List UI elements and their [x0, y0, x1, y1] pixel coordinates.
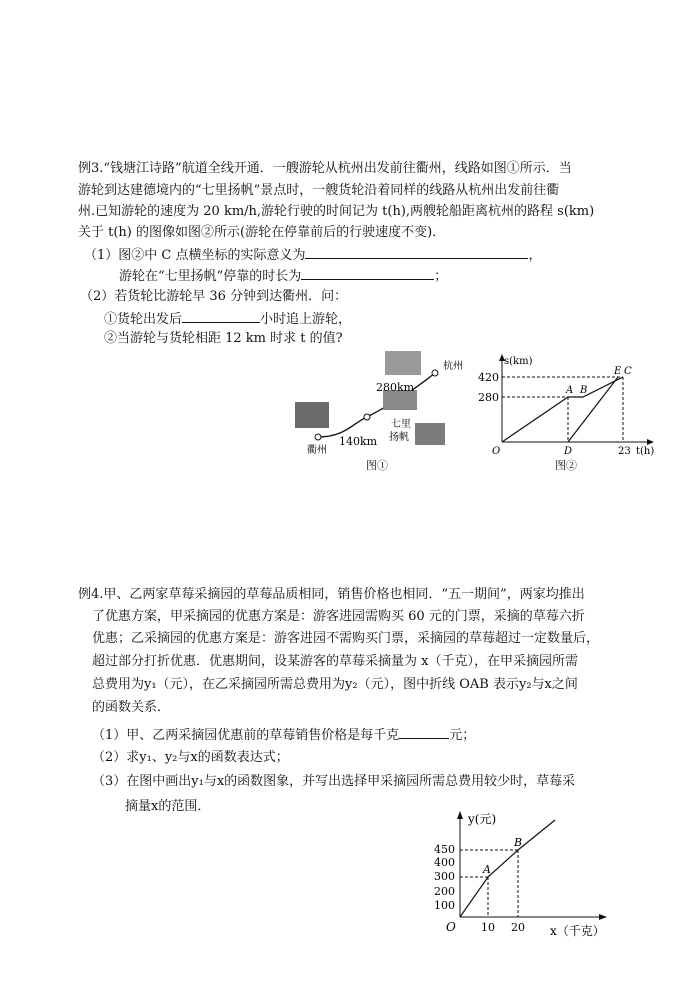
x-axis-label: x（千克）: [550, 924, 605, 938]
answer-blank[interactable]: [305, 244, 528, 259]
x-tick-23: 23: [618, 446, 631, 457]
ex3-question-1a: （1）图②中 C 点横坐标的实际意义为 ，: [84, 244, 542, 266]
ex3-question-1b: 游轮在“七里扬帆”停靠的时长为 ；: [119, 265, 447, 287]
origin-label: O: [492, 446, 501, 457]
line-oab: [460, 820, 555, 917]
x-tick-10: 10: [481, 921, 495, 934]
point-a-label: A: [483, 863, 491, 876]
figure-1-caption: 图①: [366, 459, 388, 472]
ex4-question-1: （1）甲、乙两采摘园优惠前的草莓销售价格是每千克 元；: [92, 724, 475, 746]
qili-label-2: 扬帆: [389, 432, 409, 443]
answer-blank[interactable]: [399, 724, 449, 739]
ex4-line-4: 超过部分打折优惠．优惠期间，设某游客的草莓采摘量为 x（千克），在甲采摘园所需: [92, 654, 578, 669]
example-3: [0, 0, 696, 470]
x-axis-arrow: [599, 914, 607, 920]
hangzhou-point: [432, 370, 438, 376]
origin-label: O: [446, 920, 456, 934]
y-tick-400: 400: [434, 856, 455, 869]
route-map-figure: [285, 345, 475, 465]
hangzhou-label: 杭州: [443, 361, 463, 372]
photo-hangzhou: [385, 351, 421, 375]
ex4-line-6: 的函数关系．: [92, 700, 171, 715]
photo-qili-2: [415, 423, 445, 445]
figure-2-caption: 图②: [555, 459, 577, 472]
point-a-label: A: [566, 385, 574, 396]
point-b-label: B: [580, 385, 588, 396]
point-c-label: C: [624, 366, 632, 377]
point-d-label: D: [564, 446, 573, 457]
ex4-line-2: 了优惠方案，甲采摘园的优惠方案是：游客进园需购买 60 元的门票，采摘的草莓六折: [92, 609, 585, 624]
qili-point: [364, 414, 370, 420]
st-graph: [478, 350, 668, 460]
qili-label-1: 七里: [391, 419, 411, 430]
point-b-label: B: [514, 836, 523, 849]
y-tick-280: 280: [478, 391, 499, 404]
qizhou-label: 衢州: [307, 445, 327, 456]
x-tick-20: 20: [511, 921, 525, 934]
yx-graph: [430, 805, 630, 945]
ex3-line-3: 州.已知游轮的速度为 20 km/h,游轮行驶的时间记为 t(h),两艘轮船距离杭州的路程 s(km): [78, 204, 595, 219]
distance-140: 140km: [339, 435, 378, 448]
photo-qizhou: [295, 402, 329, 428]
point-e-label: E: [614, 366, 622, 377]
ex3-question-2a: ①货轮出发后 小时追上游轮，: [104, 308, 351, 330]
example-4: [0, 570, 696, 980]
cargo-line: [568, 377, 618, 442]
distance-280: 280km: [376, 381, 415, 394]
answer-blank[interactable]: [301, 265, 434, 280]
cruise-line: [502, 377, 623, 442]
ex3-question-2: （2）若货轮比游轮早 36 分钟到达衢州．问：: [80, 289, 348, 304]
y-tick-200: 200: [434, 885, 455, 898]
y-tick-300: 300: [434, 870, 455, 883]
ex3-line-1: 例3.“钱塘江诗路”航道全线开通．一艘游轮从杭州出发前往衢州，线路如图①所示．当: [78, 161, 572, 176]
ex3-line-2: 游轮到达建德境内的“七里扬帆”景点时，一艘货轮沿着同样的线路从杭州出发前往衢: [78, 183, 560, 198]
ex3-question-2b: ②当游轮与货轮相距 12 km 时求 t 的值?: [104, 331, 343, 346]
y-tick-420: 420: [478, 371, 499, 384]
answer-blank[interactable]: [182, 308, 260, 323]
y-axis-label: y(元): [468, 812, 497, 826]
y-tick-100: 100: [434, 899, 455, 912]
ex4-line-5: 总费用为y₁（元），在乙采摘园所需总费用为y₂（元），图中折线 OAB 表示y₂与x之间: [92, 677, 578, 692]
x-axis-arrow: [647, 439, 654, 445]
ex4-question-3a: （3）在图中画出y₁与x的函数图象，并写出选择甲采摘园所需总费用较少时，草莓采: [92, 774, 576, 789]
qizhou-point: [315, 434, 321, 440]
ex4-question-2: （2）求y₁、y₂与x的函数表达式；: [92, 750, 289, 765]
ex4-line-1: 例4.甲、乙两家草莓采摘园的草莓品质相同，销售价格也相同．“五一期间”，两家均推出: [78, 587, 585, 602]
y-axis-arrow: [457, 811, 463, 819]
y-axis-label: s(km): [504, 356, 533, 367]
ex3-line-4: 关于 t(h) 的图像如图②所示(游轮在停靠前后的行驶速度不变)．: [78, 225, 446, 240]
ex4-line-3: 优惠；乙采摘园的优惠方案是：游客进园不需购买门票，采摘园的草莓超过一定数量后，: [92, 631, 600, 646]
y-tick-450: 450: [434, 843, 455, 856]
ex4-question-3b: 摘量x的范围．: [125, 799, 211, 814]
x-axis-label: t(h): [636, 446, 655, 457]
